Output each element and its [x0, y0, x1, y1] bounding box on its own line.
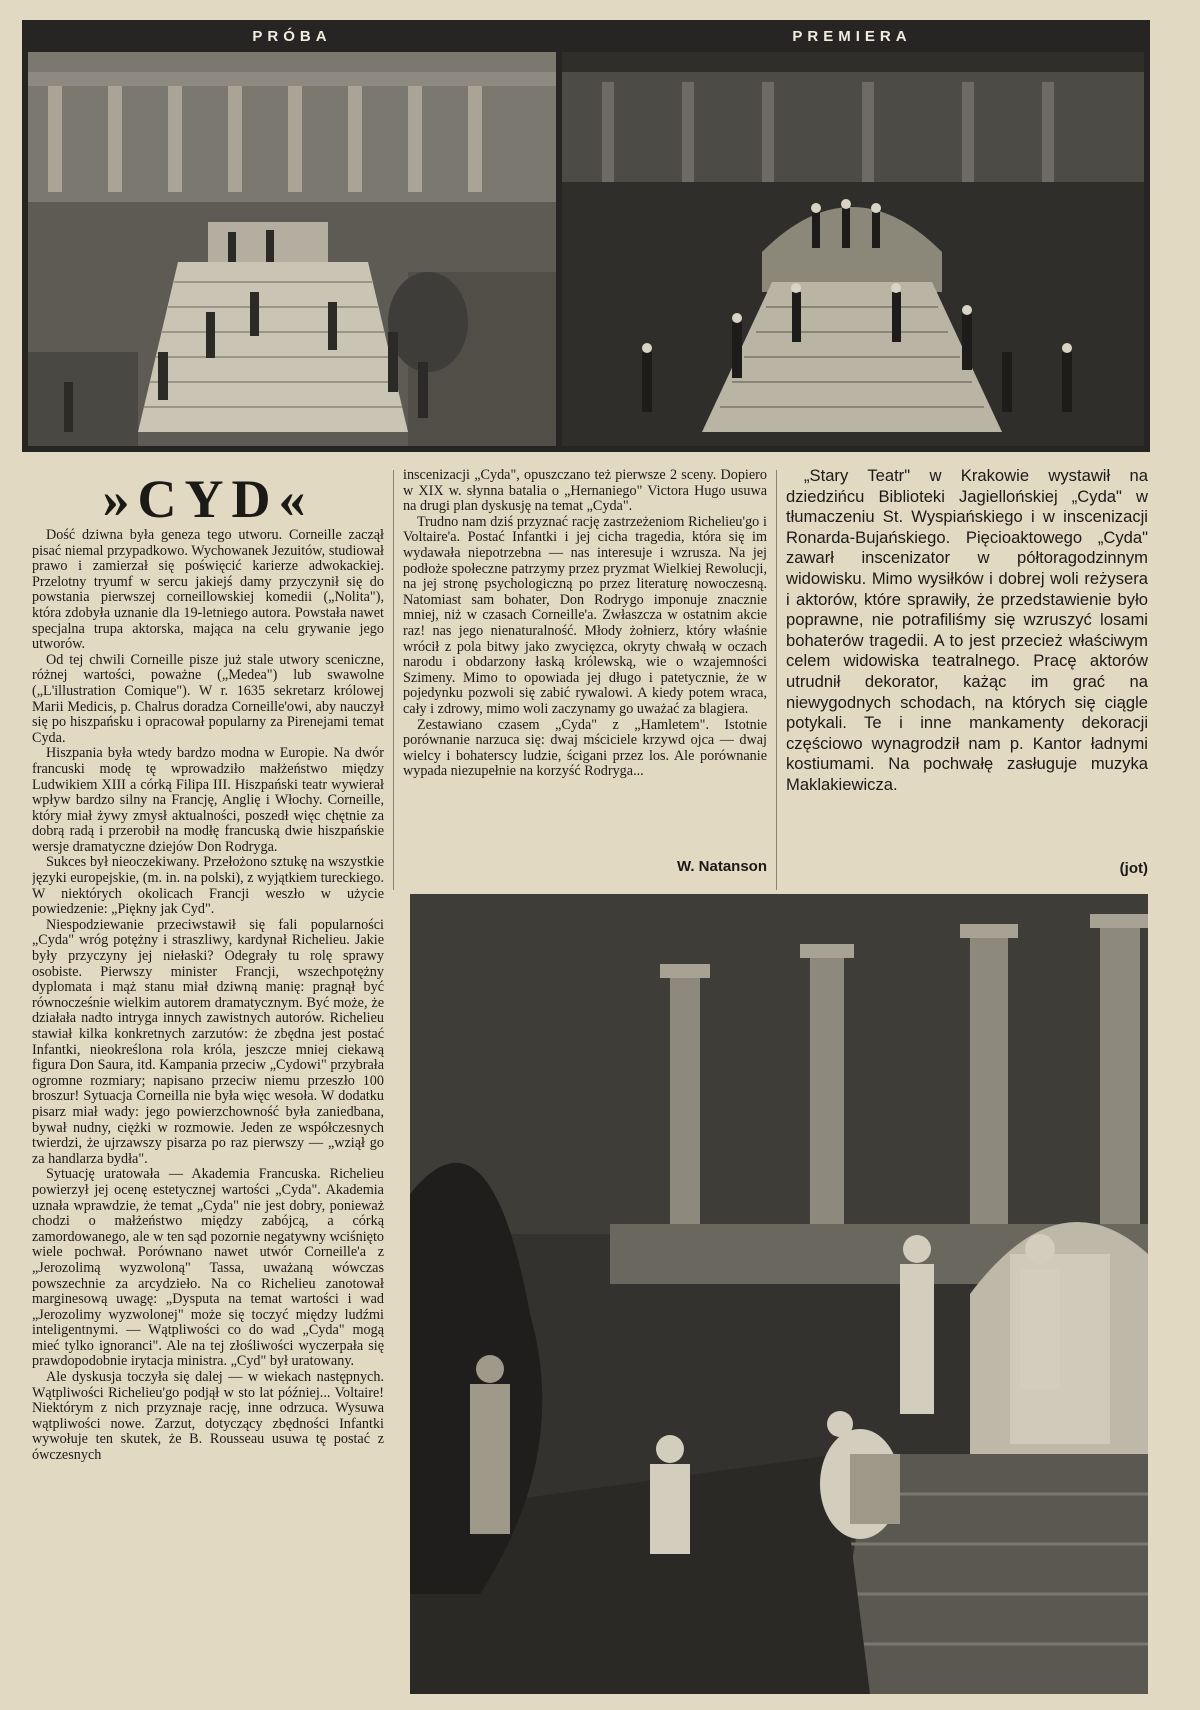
premiere-photo: [562, 52, 1144, 446]
rehearsal-photo-image: [28, 52, 556, 446]
article-paragraph: Zestawiano czasem „Cyda" z „Hamletem". Istotnie porównanie narzuca się: dwaj mściciele krzywd ojca — dwaj wielcy i bohaterscy ludzie, ścigani przez los. Ale porównanie wypada niezupełnie na korzyść Rodryga...: [403, 716, 767, 780]
article-paragraph: Hiszpania była wtedy bardzo modna w Europie. Na dwór francuski modę tę wprowadziło małżeństwo między Ludwikiem XIII a córką Filipa III. Hiszpański teatr wywierał wpływ bardzo silny na Francję, Anglię i Włochy. Corneille, który miał żywy zmysł aktualności, poszedł więc chętnie za dobrą radą i przerobił na modłę francuską dwie hiszpańskie wersje dramatyczne dziejów Don Rodryga.: [32, 745, 384, 855]
column-rule: [776, 470, 777, 890]
article-column-2: [403, 468, 767, 876]
article-paragraph: Trudno nam dziś przyznać rację zastrzeżeniom Richelieu'go i Voltaire'a. Postać Infantki i jej cicha tragedia, która się im wydawała niepotrzebna — nas interesuje i wzrusza. Na jej podłoże społeczne patrzymy przez pryzmat Wielkiej Rewolucji, na jej stronę psychologiczną po przez literaturę nowoczesną. Natomiast sam bohater, Don Rodrygo imponuje znacznie mniej, niż w czasach Corneille'a. Zwłaszcza w ostatnim akcie raz! nas jego nienaturalność. Młody żołnierz, który właśnie wrócił z pola bitwy jako zwycięzca, okryty chwałą w oczach narodu i obdarzony łaską królewską, wie o wzajemności Szimeny. Mimo to opowiada jej długo i patetycznie, że w pojedynku pozwoli się zabić rywalowi. A kiedy potem wraca, cały i zdrowy, mimo woli zaczynamy go uważać za blagiera.: [403, 513, 767, 717]
article-paragraph: Sukces był nieoczekiwany. Przełożono sztukę na wszystkie języki europejskie, (m. in. na polski), z wyjątkiem tureckiego. W niektórych okolicach Francji weszło w użycie powiedzenie: „Piękny jak Cyd".: [32, 854, 384, 918]
rehearsal-photo: [28, 52, 556, 446]
article-paragraph: Dość dziwna była geneza tego utworu. Corneille zaczął pisać niemal przypadkowo. Wychowanek Jezuitów, studiował prawo i zamierzał się poświęcić karierze adwokackiej. Przelotny tryumf w sercu jakiejś damy przyczynił się do powstania pierwszej corneillowskiej komedii („Nolita"), która zdobyła uznanie dla 19-letniego autora. Powstała nawet specjalna trupa aktorska, mająca na celu grywanie jego utworów.: [32, 528, 384, 653]
article-paragraph: Od tej chwili Corneille pisze już stale utwory sceniczne, różnej wartości, poważne („Medea") lub swawolne („L'illustration Comique"). W r. 1635 sekretarz królowej Marii Medicis, p. Chalrus doradza Corneille'owi, aby nauczył się po hiszpańsku i opracował popularny za Pirenejami temat Cyda.: [32, 651, 384, 746]
photo-label-rehearsal: PRÓBA: [252, 28, 332, 45]
article-paragraph: Niespodziewanie przeciwstawił się fali popularności „Cyda" wróg potężny i straszliwy, kardynał Richelieu. Jakie były przyczyny jej niełaski? Odegrały tu rolę sprawy osobiste. Pierwszy minister Francji, wszechpotężny dyplomata i mąż stanu miał dziwną manię: pragnął być równocześnie wielkim autorem dramatycznym. Być może, że działała nadto intryga innych zawistnych autorów. Richelieu stawiał kilka konkretnych zarzutów: że zbędna jest postać Infantki, nieokreślona rola króla, jeszcze mniej ciekawą figura Don Saura, itd. Kampania przeciw „Cydowi" przybrała ogromne rozmiary; napisano przeciw niemu przeszło 100 broszur! Sytuacja Corneilla nie była więc wesoła. W dodatku pisarz miał wady: jego powierzchowność była zaniedbana, bywał nudny, ciężki w rozmowie. Jeden ze współczesnych twierdzi, że ujrzawszy pisarza po raz pierwszy — „wziął go za handlarza bydła".: [32, 916, 384, 1167]
article-paragraph: Sytuację uratowała — Akademia Francuska. Richelieu powierzył jej ocenę estetycznej wartości „Cyda". Akademia uznała wprawdzie, że temat „Cyda" nie jest dobry, ponieważ chodzi o małżeństwo między zabójcą, a córką zamordowanego, ale w ten sąd pozornie negatywny wciśnięto wiele pochwał. Porównano nawet utwór Corneille'a z „Jerozolimą wyzwoloną" Tassa, uważaną wówczas powszechnie za arcydzieło. Na co Richelieu zanotował marginesową uwagę: „Dysputa na temat wartości i wad „Jerozolimy wyzwolonej" może się toczyć między ludźmi inteligentnymi. — Wątpliwości co do wad „Cyda" mogą mieć tylko ignoranci". Ale na tej złośliwości wyczerpała się prawdopodobnie irytacja ministra. „Cyd" był uratowany.: [32, 1166, 384, 1370]
article-paragraph: Ale dyskusja toczyła się dalej — w wiekach następnych. Wątpliwości Richelieu'go podjął w sto lat później... Voltaire! Niektórym z nich przyznaje rację, inne odrzuca. Wysuwa wątpliwości nowe. Zarzut, dotyczący zbędności Infantki wywołuje ten skutek, że B. Rousseau usuwa tę postać z ówczesnych: [32, 1369, 384, 1464]
photo-label-premiere: PREMIERA: [792, 28, 912, 45]
column-rule: [393, 470, 394, 890]
review-paragraph: „Stary Teatr" w Krakowie wystawił na dziedzińcu Biblioteki Jagiellońskiej „Cyda" w tłumaczeniu St. Wyspiańskiego i w inscenizacji Ronarda-Bujańskiego. Pięcioaktowego „Cyda" zawarł inscenizator w półtoragodzinnym widowisku. Mimo wysiłków i dobrej woli reżysera i aktorów, które sprawiły, że przedstawienie było poprawne, nie potrafiliśmy się wzruszyć losami bohaterów tragedii. A to jest przecież właściwym celem widowiska teatralnego. Pracę aktorów utrudnił dekorator, każąc im grać na niewygodnych schodach, na których się ciągle potykali. Te i inne mankamenty dekoracji częściowo wynagrodził nam p. Kantor ładnymi kostiumami. Na pochwałę zasługuje muzyka Maklakiewicza.: [786, 466, 1148, 794]
article-paragraph: inscenizacji „Cyda", opuszczano też pierwsze 2 sceny. Dopiero w XIX w. słynna batalia o „Hernaniego" Victora Hugo usuwa na drugi plan dyskusję na temat „Cyda".: [403, 468, 767, 515]
author-signature: W. Natanson: [676, 858, 767, 875]
review-signature: (jot): [1119, 860, 1148, 877]
article-headline: »CYD«: [102, 469, 314, 529]
stage-scene-photo: [410, 894, 1148, 1694]
premiere-photo-image: [562, 52, 1144, 446]
review-column: [786, 466, 1148, 886]
top-photo-band: [22, 20, 1150, 452]
article-column-1: [32, 528, 384, 1706]
stage-scene-image: [410, 894, 1148, 1694]
